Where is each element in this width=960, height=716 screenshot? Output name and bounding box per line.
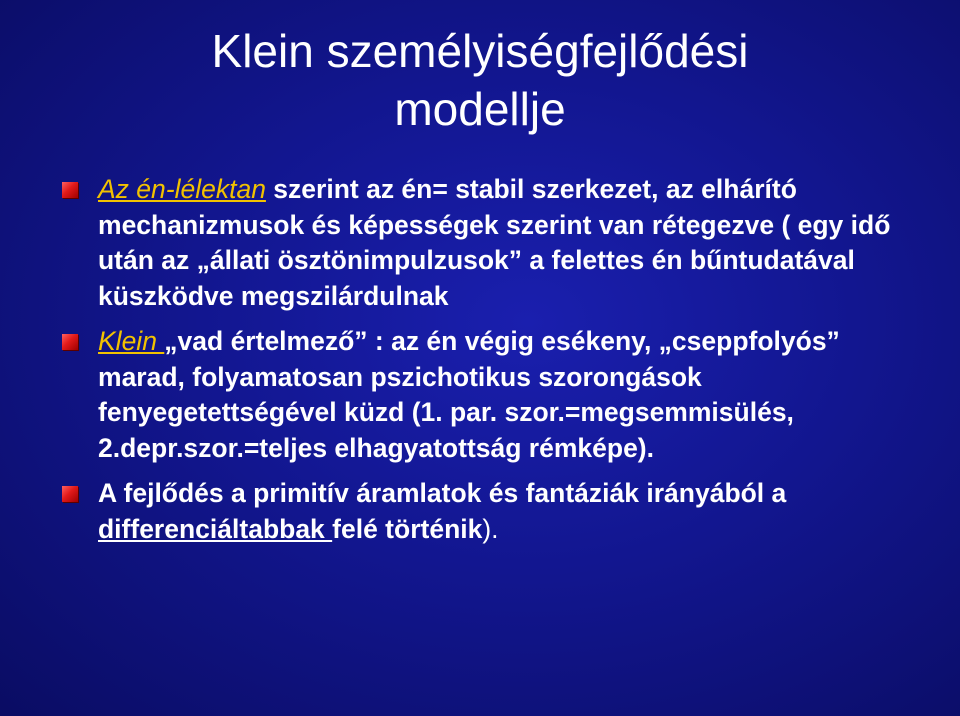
bullet-square-icon (62, 334, 78, 350)
bullet-square-icon (62, 486, 78, 502)
bullet-item-klein (62, 324, 932, 466)
bullet-text-development-end: felé történik (332, 513, 483, 544)
bullet-lead-klein: Klein (98, 326, 165, 356)
slide-title (60, 22, 900, 138)
bullet-text-development-underlined: differenciáltabbak (98, 513, 333, 544)
title-line-2: modellje (394, 83, 566, 135)
bullet-text-ego-psychology: szerint az én= stabil szerkezet, az elhárító mechanizmusok és képességek szerint van rétegezve ( egy idő után az „állati ösztönimpulzusok” a felettes én bűntudatával küszködve megszilárdulnak (98, 174, 891, 311)
title-line-1: Klein személyiségfejlődési (211, 25, 749, 77)
bullet-item-development (62, 476, 932, 547)
bullet-text-development-start: A fejlődés a primitív áramlatok és fantáziák irányából a (98, 478, 787, 508)
bullet-item-ego-psychology (62, 172, 932, 314)
bullet-lead-ego-psychology: Az én-lélektan (98, 174, 266, 204)
bullet-square-icon (62, 182, 78, 198)
bullet-text-klein: „vad értelmező” : az én végig esékeny, „cseppfolyós” marad, folyamatosan pszichotikus szorongások fenyegetettségével küzd (1. par. szor.=megsemmisülés, 2.depr.szor.=teljes elhagyatottság rémképe). (98, 326, 840, 463)
bullet-list (62, 172, 932, 557)
bullet-text-development-close: ). (482, 513, 499, 544)
